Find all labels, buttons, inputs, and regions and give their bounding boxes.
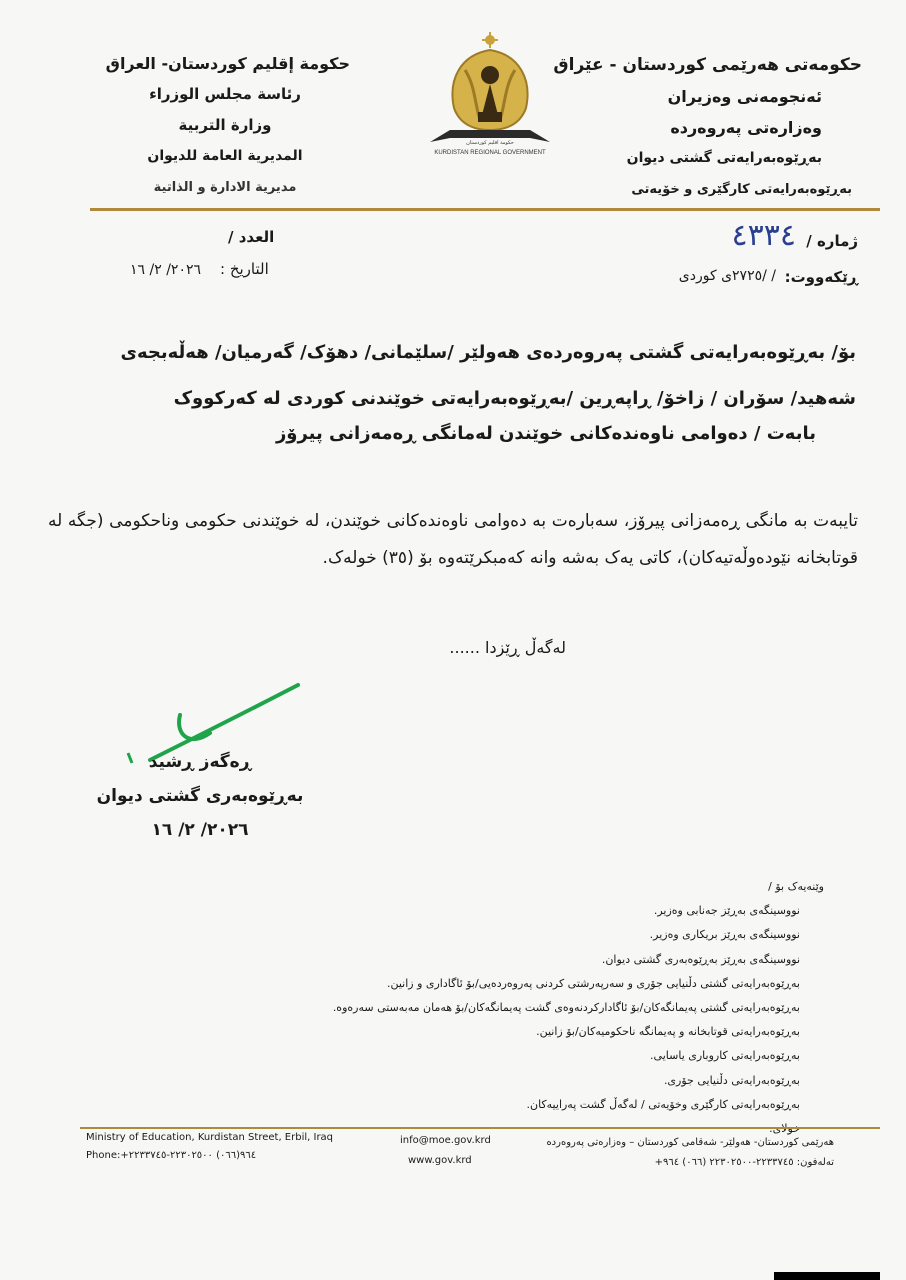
date-value: / /٢٧٢٥ی کوردی	[678, 268, 776, 284]
cc-item: بەڕێوەبەرایەتی کاروباری یاسایی.	[650, 1049, 800, 1063]
ar-number-label: العدد /	[228, 228, 275, 246]
ar-date-label: التاريخ :	[220, 260, 269, 278]
header-ku-line-2: ئەنجومەنی وەزیران	[667, 87, 822, 106]
redaction-bar	[774, 1272, 880, 1280]
footer-address-ku: هەرێمی کوردستان- هەولێر- شەقامی کوردستان – وەزارەتی پەروەردە	[546, 1137, 834, 1148]
header-ku-line-1: حکومەتی هەرێمی کوردستان - عێراق	[553, 55, 862, 75]
cc-item: بەڕێوەبەرایەتی قوتابخانە و پەیمانگە ناحکومیەکان/بۆ زانین.	[536, 1025, 800, 1039]
signatory-name: ڕەگەز ڕشید	[148, 752, 252, 772]
header-ar-line-1: حكومة إقليم كوردستان- العراق	[105, 54, 350, 73]
number-value: ٤٣٣٤	[731, 218, 796, 253]
header-kurdish	[553, 50, 862, 205]
emblem-caption-ar: حكومة اقليم كوردستان	[466, 140, 514, 146]
ar-date-value: ٢٠٢٦/ ٢/ ١٦	[130, 262, 201, 278]
body-paragraph: تایبەت بە مانگی ڕەمەزانی پیرۆز، سەبارەت بە دەوامی ناوەندەکانی خوێندن، لە خوێندنی حکومی وناحکومی (جگە لە قوتابخانە نێودەوڵەتیەکان)، کاتی یەک بەشە وانە کەمبکرێتەوە بۆ (٣٥) خولەک.	[48, 511, 858, 568]
cc-list	[280, 875, 824, 1141]
footer-email[interactable]: info@moe.gov.krd	[400, 1135, 491, 1146]
number-label: ژمارە /	[806, 232, 858, 250]
header-ar-line-5: مديرية الادارة و الذاتية	[153, 180, 297, 195]
footer-phone-ku: تەلەفون: ٢٢٣٣٧٤٥-٢٢٣٠٢٥٠٠ (٠٦٦) ٩٦٤+	[654, 1157, 834, 1168]
krg-emblem-icon	[420, 30, 560, 160]
date-label: ڕێکەووت:	[784, 268, 858, 286]
header-ar-line-2: رئاسة مجلس الوزراء	[149, 85, 301, 103]
cc-item: نووسینگەی بەڕێز جەنابی وەزیر.	[653, 904, 800, 918]
emblem-caption: KURDISTAN REGIONAL GOVERNMENT	[434, 150, 546, 156]
header-ar-line-3: وزارة التربية	[178, 116, 272, 134]
header-divider	[90, 208, 880, 211]
header-ku-line-5: بەڕێوەبەرایەتی کارگێری و خۆیەتی	[631, 182, 852, 197]
header-arabic	[100, 48, 350, 203]
closing: لەگەڵ ڕێزدا ......	[449, 638, 566, 657]
cc-item: بەڕێوەبەرایەتی گشتی پەیمانگەکان/بۆ ئاگادارکردنەوەی گشت پەیمانگەکان/بۆ هەمان مەبەستی سەرەوە.	[332, 1001, 800, 1015]
cc-item: بەڕێوەبەرایەتی گشتی دڵنیایی جۆری و سەرپەرشتی کردنی پەروەردەیی/بۆ ئاگاداری و زانین.	[386, 976, 800, 990]
footer-ministry: Ministry of Education, Kurdistan Street, Erbil, Iraq	[86, 1132, 334, 1143]
header-ar-line-4: المديرية العامة للديوان	[147, 148, 303, 164]
header-ku-line-3: وەزارەتی پەروەردە	[670, 118, 822, 137]
header-ku-line-4: بەڕێوەبەرایەتی گشتی دیوان	[626, 150, 822, 166]
cc-item: بەڕێوەبەرایەتی دڵنیایی جۆری.	[663, 1073, 800, 1087]
footer-website[interactable]: www.gov.krd	[408, 1155, 472, 1166]
signature-date: ٢٠٢٦/ ٢/ ١٦	[151, 820, 249, 840]
signatory-title: بەڕێوەبەری گشتی دیوان	[96, 786, 304, 806]
signature-block	[90, 745, 310, 847]
footer-divider	[80, 1127, 880, 1129]
addressee: بۆ/ بەڕێوەبەرایەتی گشتی پەروەردەی هەولێر /سلێمانی/ دهۆک/ گەرمیان/ هەڵەبجەی شەهید/ سۆران / زاخۆ/ ڕاپەڕین /بەڕێوەبەرایەتی خوێندنی کوردی لە کەرکووک	[120, 342, 856, 409]
cc-item: نووسینگەی بەڕێز بریکاری وەزیر.	[649, 928, 800, 942]
cc-item: بەڕێوەبەرایەتی کارگێری وخۆیەتی / لەگەڵ گشت پەراییەکان.	[526, 1097, 800, 1111]
subject: بابەت / دەوامی ناوەندەکانی خوێندن لەمانگی ڕەمەزانی پیرۆز	[275, 423, 816, 444]
cc-item: نووسینگەی بەڕێز بەڕێوەبەری گشتی دیوان.	[601, 952, 800, 966]
footer-phone: Phone:+٩٦٤(٠٦٦) ٢٢٣٠٢٥٠٠-٢٢٣٣٧٤٥	[86, 1150, 257, 1161]
cc-label: وێنەیەک بۆ /	[768, 880, 824, 893]
